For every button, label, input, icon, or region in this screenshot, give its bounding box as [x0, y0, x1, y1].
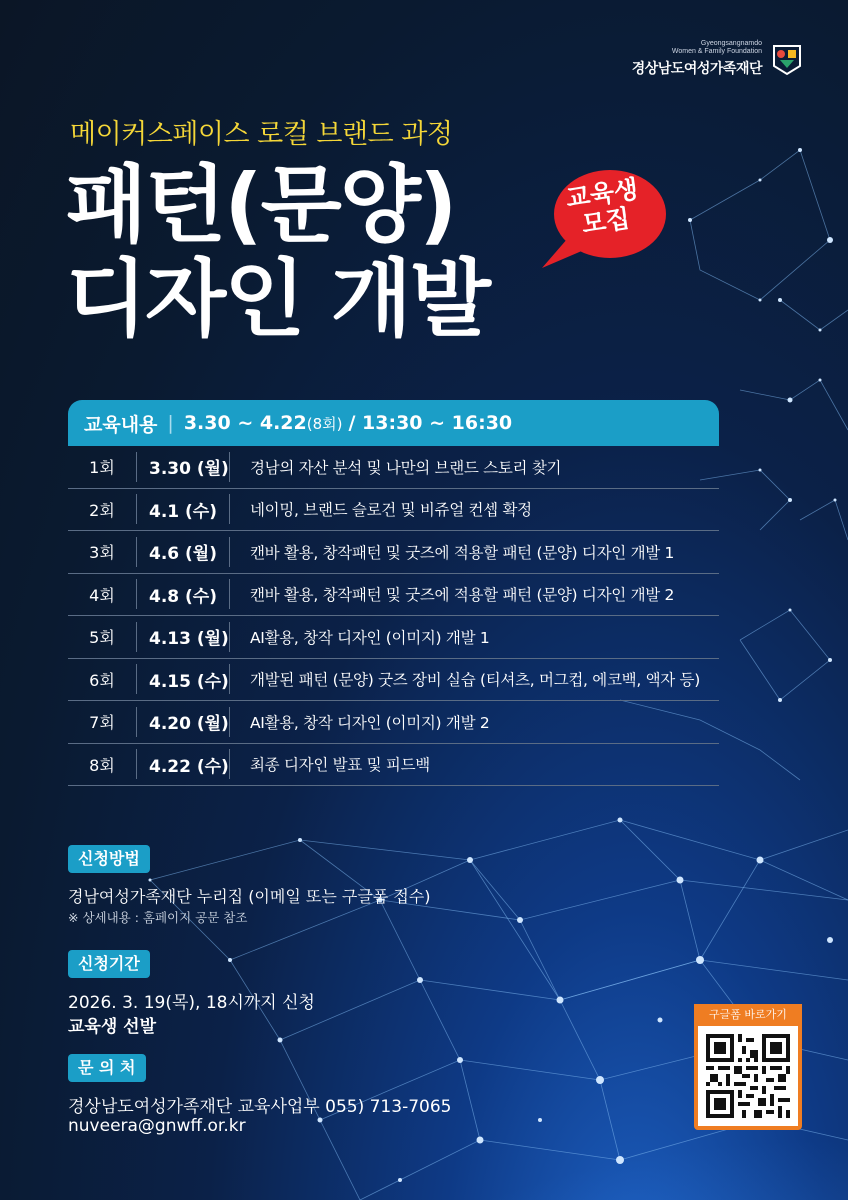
apply-method-text: 경남여성가족재단 누리집 (이메일 또는 구글폼 접수)	[68, 887, 431, 906]
schedule-table	[68, 446, 719, 786]
schedule-header	[68, 400, 719, 446]
table-row	[68, 744, 719, 787]
session-number: 6회	[89, 670, 115, 690]
table-row	[68, 446, 719, 489]
session-date: 4.20 (월)	[149, 714, 229, 735]
schedule-header-count: (8회)	[306, 414, 343, 433]
qr-code-icon[interactable]	[706, 1034, 790, 1118]
course-subtitle: 메이커스페이스 로컬 브랜드 과정	[70, 119, 453, 150]
table-row	[68, 489, 719, 532]
qr-code-label[interactable]: 구글폼 바로가기	[694, 1004, 802, 1026]
session-date: 4.1 (수)	[149, 501, 217, 522]
table-row	[68, 659, 719, 702]
contact-phone: 경상남도여성가족재단 교육사업부 055) 713-7065	[68, 1097, 452, 1117]
session-description: AI활용, 창작 디자인 (이미지) 개발 2	[250, 713, 490, 732]
title-line-2: 디자인 개발	[66, 250, 489, 348]
apply-method-tag: 신청방법	[68, 845, 150, 873]
session-number: 1회	[89, 458, 115, 478]
schedule-header-time: / 13:30 ~ 16:30	[348, 412, 513, 434]
contact-tag: 문 의 처	[68, 1054, 146, 1082]
schedule-header-dates: 3.30 ~ 4.22	[183, 412, 307, 434]
session-date: 4.6 (월)	[149, 544, 217, 565]
session-description: 최종 디자인 발표 및 피드백	[250, 756, 430, 775]
contact-email: nuveera@gnwff.or.kr	[68, 1116, 246, 1136]
apply-period-selection: 교육생 선발	[68, 1017, 157, 1037]
session-number: 7회	[89, 713, 115, 733]
session-date: 4.22 (수)	[149, 756, 229, 777]
apply-method-note: ※ 상세내용 : 홈페이지 공문 참조	[68, 910, 248, 925]
foundation-logo-icon	[770, 40, 804, 78]
session-number: 3회	[89, 543, 115, 563]
session-date: 4.13 (월)	[149, 629, 229, 650]
session-number: 4회	[89, 585, 115, 605]
session-description: AI활용, 창작 디자인 (이미지) 개발 1	[250, 628, 490, 647]
session-number: 5회	[89, 628, 115, 648]
session-description: 캔바 활용, 창작패턴 및 굿즈에 적용할 패턴 (문양) 디자인 개발 2	[250, 586, 675, 605]
session-date: 3.30 (월)	[149, 459, 229, 480]
session-description: 캔바 활용, 창작패턴 및 굿즈에 적용할 패턴 (문양) 디자인 개발 1	[250, 543, 675, 562]
table-row	[68, 616, 719, 659]
logo-english-line-1: Gyeongsangnamdo	[700, 40, 762, 47]
apply-period-tag: 신청기간	[68, 950, 150, 978]
schedule-header-label: 교육내용	[84, 413, 158, 436]
logo-korean-name: 경상남도여성가족재단	[631, 61, 762, 77]
badge-line-1: 교육생	[564, 174, 640, 214]
title-line-1: 패턴(문양)	[66, 156, 456, 254]
session-date: 4.15 (수)	[149, 671, 229, 692]
page-title	[66, 158, 489, 346]
session-description: 경남의 자산 분석 및 나만의 브랜드 스토리 찾기	[250, 458, 562, 477]
session-number: 2회	[89, 500, 115, 520]
table-row	[68, 531, 719, 574]
session-number: 8회	[89, 755, 115, 775]
session-description: 개발된 패턴 (문양) 굿즈 장비 실습 (티셔츠, 머그컵, 에코백, 액자 등)	[250, 671, 700, 690]
logo-english-line-2: Women & Family Foundation	[671, 48, 762, 55]
table-row	[68, 701, 719, 744]
table-row	[68, 574, 719, 617]
session-description: 네이밍, 브랜드 슬로건 및 비쥬얼 컨셉 확정	[250, 501, 532, 520]
header-divider: |	[167, 412, 174, 434]
badge-line-2: 모집	[579, 203, 632, 240]
session-date: 4.8 (수)	[149, 586, 217, 607]
foundation-logo	[632, 40, 804, 78]
apply-period-deadline: 2026. 3. 19(목), 18시까지 신청	[68, 993, 315, 1013]
